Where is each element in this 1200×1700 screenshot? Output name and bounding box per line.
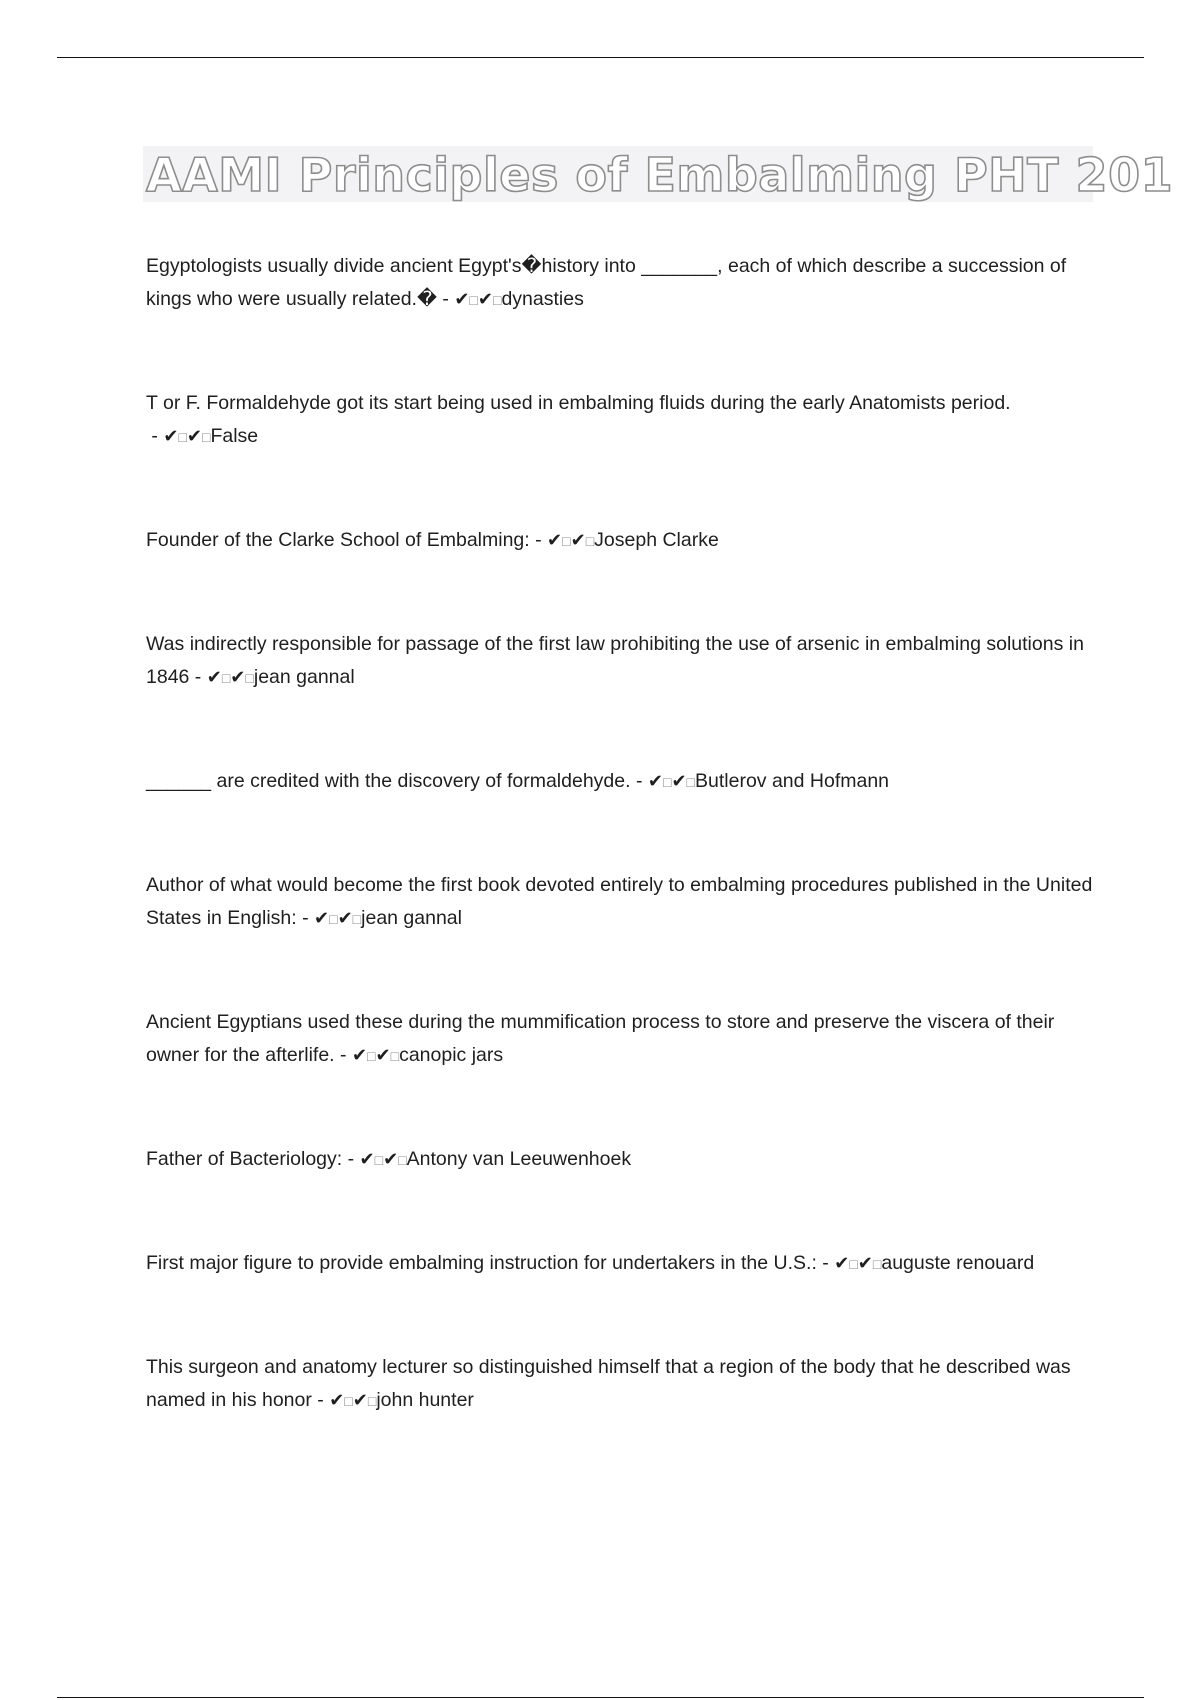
question-text: Was indirectly responsible for passage of the first law prohibiting the use of arsenic in embalming solutions in 1846 bbox=[146, 633, 1084, 688]
bottom-rule bbox=[57, 1697, 1144, 1698]
question-text: This surgeon and anatomy lecturer so distinguished himself that a region of the body that he described was named in his honor bbox=[146, 1356, 1071, 1411]
separator: - bbox=[334, 1044, 352, 1066]
check-icon: ✔ bbox=[570, 530, 586, 550]
answer-text: auguste renouard bbox=[881, 1252, 1035, 1274]
box-icon: □ bbox=[178, 429, 187, 445]
check-icon: ✔ bbox=[857, 1253, 873, 1273]
check-icon: ✔ bbox=[375, 1045, 391, 1065]
box-icon: □ bbox=[872, 1256, 882, 1272]
qa-item bbox=[146, 1143, 1096, 1177]
check-icon: ✔ bbox=[671, 771, 687, 791]
box-icon: □ bbox=[202, 429, 211, 445]
check-icon: ✔ bbox=[163, 426, 179, 446]
separator: - bbox=[630, 770, 648, 792]
qa-item bbox=[146, 1351, 1096, 1418]
box-icon: □ bbox=[352, 911, 362, 927]
box-icon: □ bbox=[367, 1048, 376, 1064]
check-icon: ✔ bbox=[383, 1149, 399, 1169]
check-icon: ✔ bbox=[547, 530, 563, 550]
box-icon: □ bbox=[374, 1152, 384, 1168]
check-icon: ✔ bbox=[477, 289, 493, 309]
box-icon: □ bbox=[398, 1152, 407, 1168]
box-icon: □ bbox=[662, 774, 672, 790]
check-icon: ✔ bbox=[314, 908, 330, 928]
check-icon: ✔ bbox=[647, 771, 663, 791]
qa-item bbox=[146, 524, 1096, 558]
separator: - bbox=[529, 529, 548, 551]
check-icon: ✔ bbox=[454, 289, 470, 309]
box-icon: □ bbox=[221, 670, 231, 686]
answer-text: jean gannal bbox=[253, 666, 355, 688]
question-text: Father of Bacteriology: bbox=[146, 1148, 343, 1170]
qa-item bbox=[146, 869, 1096, 936]
check-icon: ✔ bbox=[834, 1253, 850, 1273]
separator: - bbox=[816, 1252, 835, 1274]
answer-text: Antony van Leeuwenhoek bbox=[406, 1148, 632, 1170]
answer-text: Joseph Clarke bbox=[594, 529, 719, 551]
check-icon: ✔ bbox=[359, 1149, 375, 1169]
answer-text: jean gannal bbox=[361, 907, 462, 929]
document-title: AAMI Principles of Embalming PHT 201 bbox=[146, 148, 1174, 202]
check-icon: ✔ bbox=[186, 426, 202, 446]
separator: - bbox=[342, 1148, 360, 1170]
answer-text: False bbox=[210, 425, 259, 447]
check-icon: ✔ bbox=[337, 908, 353, 928]
check-icon: ✔ bbox=[230, 667, 246, 687]
box-icon: □ bbox=[686, 774, 695, 790]
box-icon: □ bbox=[390, 1048, 400, 1064]
qa-item bbox=[146, 387, 1096, 454]
qa-item bbox=[146, 250, 1096, 317]
check-icon: ✔ bbox=[206, 667, 222, 687]
check-icon: ✔ bbox=[351, 1045, 368, 1065]
qa-item bbox=[146, 765, 1096, 799]
top-rule bbox=[57, 57, 1144, 58]
box-icon: □ bbox=[367, 1393, 377, 1409]
separator: - bbox=[146, 425, 164, 447]
box-icon: □ bbox=[469, 292, 478, 308]
check-icon: ✔ bbox=[352, 1390, 368, 1410]
qa-item bbox=[146, 1006, 1096, 1073]
answer-text: canopic jars bbox=[399, 1044, 504, 1066]
box-icon: □ bbox=[245, 670, 254, 686]
answer-text: dynasties bbox=[501, 288, 584, 310]
question-text: First major figure to provide embalming instruction for undertakers in the U.S.: bbox=[146, 1252, 817, 1274]
question-text: Author of what would become the first book devoted entirely to embalming procedures published in the United States in English: bbox=[146, 874, 1093, 929]
qa-item bbox=[146, 1247, 1096, 1281]
box-icon: □ bbox=[585, 533, 595, 549]
check-icon: ✔ bbox=[329, 1390, 345, 1410]
separator: - bbox=[311, 1389, 330, 1411]
separator: - bbox=[189, 666, 207, 688]
question-text: Ancient Egyptians used these during the mummification process to store and preserve the viscera of their owner for the afterlife. bbox=[146, 1011, 1055, 1066]
box-icon: □ bbox=[849, 1256, 858, 1272]
box-icon: □ bbox=[562, 533, 571, 549]
qa-list bbox=[146, 250, 1096, 1418]
answer-text: Butlerov and Hofmann bbox=[695, 770, 890, 792]
question-text: Egyptologists usually divide ancient Egypt's�history into _______, each of which describe a succession of kings who were usually related.� bbox=[146, 255, 1067, 310]
box-icon: □ bbox=[492, 292, 502, 308]
question-text: T or F. Formaldehyde got its start being used in embalming fluids during the early Anatomists period. bbox=[146, 392, 1011, 414]
qa-item bbox=[146, 628, 1096, 695]
box-icon: □ bbox=[344, 1393, 353, 1409]
question-text: Founder of the Clarke School of Embalming: bbox=[146, 529, 530, 551]
answer-text: john hunter bbox=[376, 1389, 474, 1411]
box-icon: □ bbox=[329, 911, 338, 927]
separator: - bbox=[436, 288, 455, 310]
separator: - bbox=[296, 907, 315, 929]
question-text: ______ are credited with the discovery of formaldehyde. bbox=[146, 770, 631, 792]
